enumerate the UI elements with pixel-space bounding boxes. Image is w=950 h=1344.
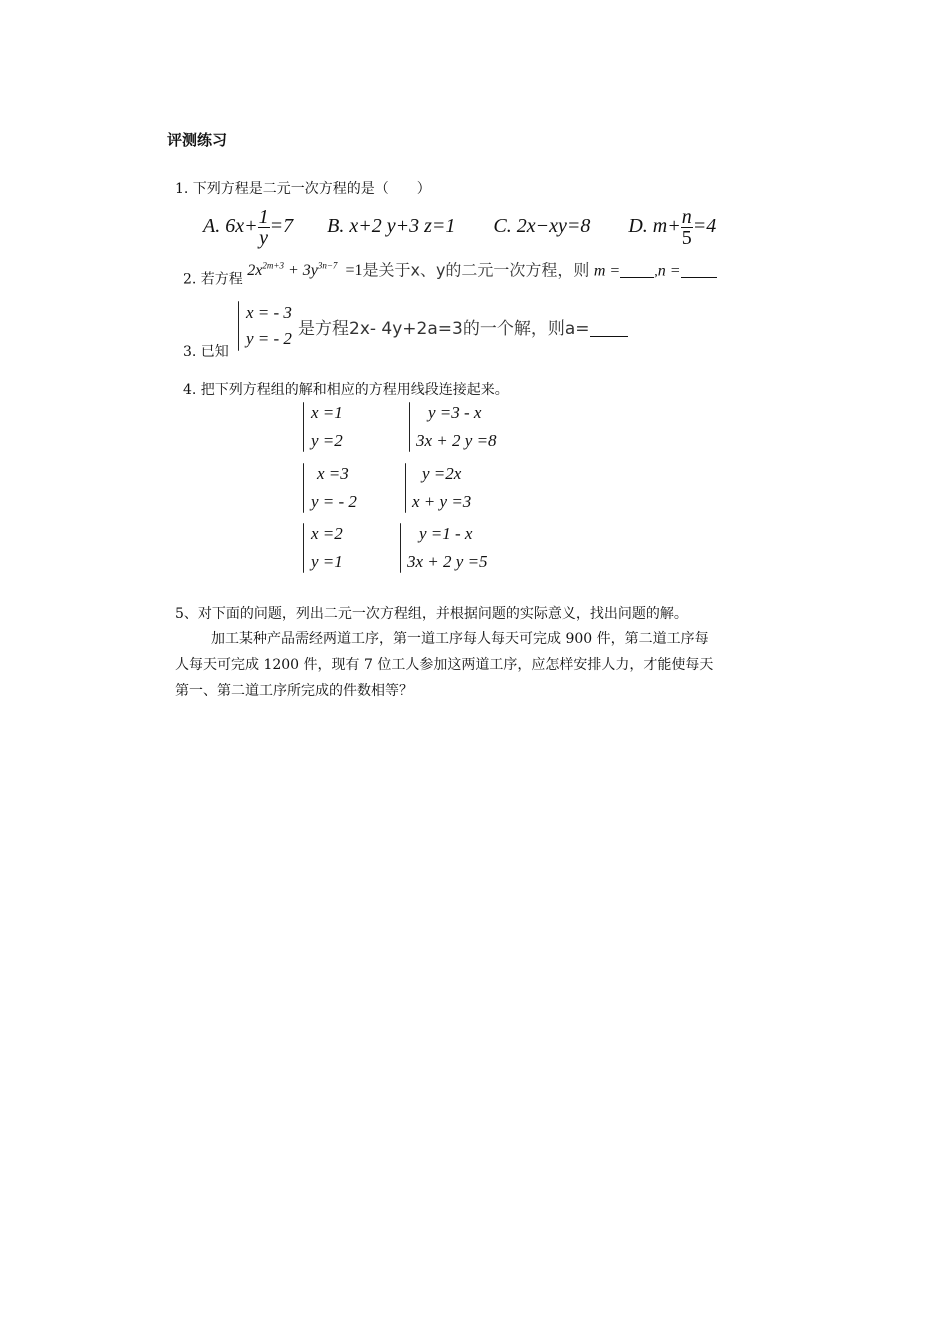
q1-option-d: D. m+ $\frac{n}{5}$ =4: [628, 205, 717, 249]
q4-left-brace-3: [303, 523, 304, 573]
q1-option-c: C. 2x−xy=8: [493, 215, 591, 237]
q1-stem: 1. 下列方程是二元一次方程的是（ ）: [175, 181, 431, 197]
q2-equation: $2x^{2m+3} + 3y^{3n-7} =1$: [247, 261, 363, 280]
q4-right-system-2[interactable]: y =2x x + y =3: [412, 464, 472, 511]
q3-text: 是方程2x- 4y+2a=3的一个解，则a=: [298, 319, 590, 339]
q4-right-system-3[interactable]: y =1 - x 3x + 2 y =5: [407, 524, 488, 571]
q2-line: 2. 若方程 $2x^{2m+3} + 3y^{3n-7} =1$是关于x、y的二元一次方程，则 m = ,n =: [183, 252, 717, 293]
q5-stem: 5、对下面的问题，列出二元一次方程组，并根据问题的实际意义，找出问题的解。: [175, 606, 688, 622]
q2-blank-n[interactable]: [681, 263, 717, 278]
q4-right-brace-2: [405, 463, 406, 513]
q2-label: 2. 若方程: [183, 271, 243, 288]
q4-left-brace-2: [303, 463, 304, 513]
q4-left-brace-1: [303, 402, 304, 452]
section-title: 评测练习: [167, 131, 228, 149]
q5-paragraph-line-3: 第一、第二道工序所完成的件数相等？: [175, 683, 413, 699]
q3-line: [298, 314, 628, 339]
q4-left-system-2[interactable]: x =3 y = - 2: [311, 464, 357, 511]
q2-blank-m[interactable]: [620, 263, 654, 278]
q1-option-a: A. 6x+ $\frac{1}{y}$ =7: [203, 205, 294, 249]
q5-paragraph-line-2: 人每天可完成 1200 件，现有 7 位工人参加这两道工序，应怎样安排人力，才能使每天: [175, 657, 714, 673]
q1-options: [203, 206, 716, 248]
q4-right-system-1[interactable]: y =3 - x 3x + 2 y =8: [416, 403, 497, 450]
q4-stem: 4. 把下列方程组的解和相应的方程用线段连接起来。: [183, 382, 509, 398]
q3-label: 3. 已知: [183, 344, 229, 360]
q5-paragraph-line-1: 加工某种产品需经两道工序，第一道工序每人每天可完成 900 件，第二道工序每: [211, 631, 709, 647]
q1-option-d-fraction: $\frac{n}{5}$: [681, 205, 692, 249]
q1-option-a-fraction: $\frac{1}{y}$: [258, 205, 269, 249]
q2-text: 是关于x、y的二元一次方程，则: [362, 260, 590, 280]
q4-left-system-3[interactable]: x =2 y =1: [311, 524, 343, 571]
q3-system: x = - 3 y = - 2: [246, 303, 292, 348]
q1-option-b: B. x+2 y+3 z=1: [327, 215, 456, 237]
q4-left-system-1[interactable]: x =1 y =2: [311, 403, 343, 450]
q3-blank-a[interactable]: [590, 319, 628, 337]
q3-system-brace: [238, 301, 239, 351]
q4-right-brace-1: [409, 402, 410, 452]
q4-right-brace-3: [400, 523, 401, 573]
